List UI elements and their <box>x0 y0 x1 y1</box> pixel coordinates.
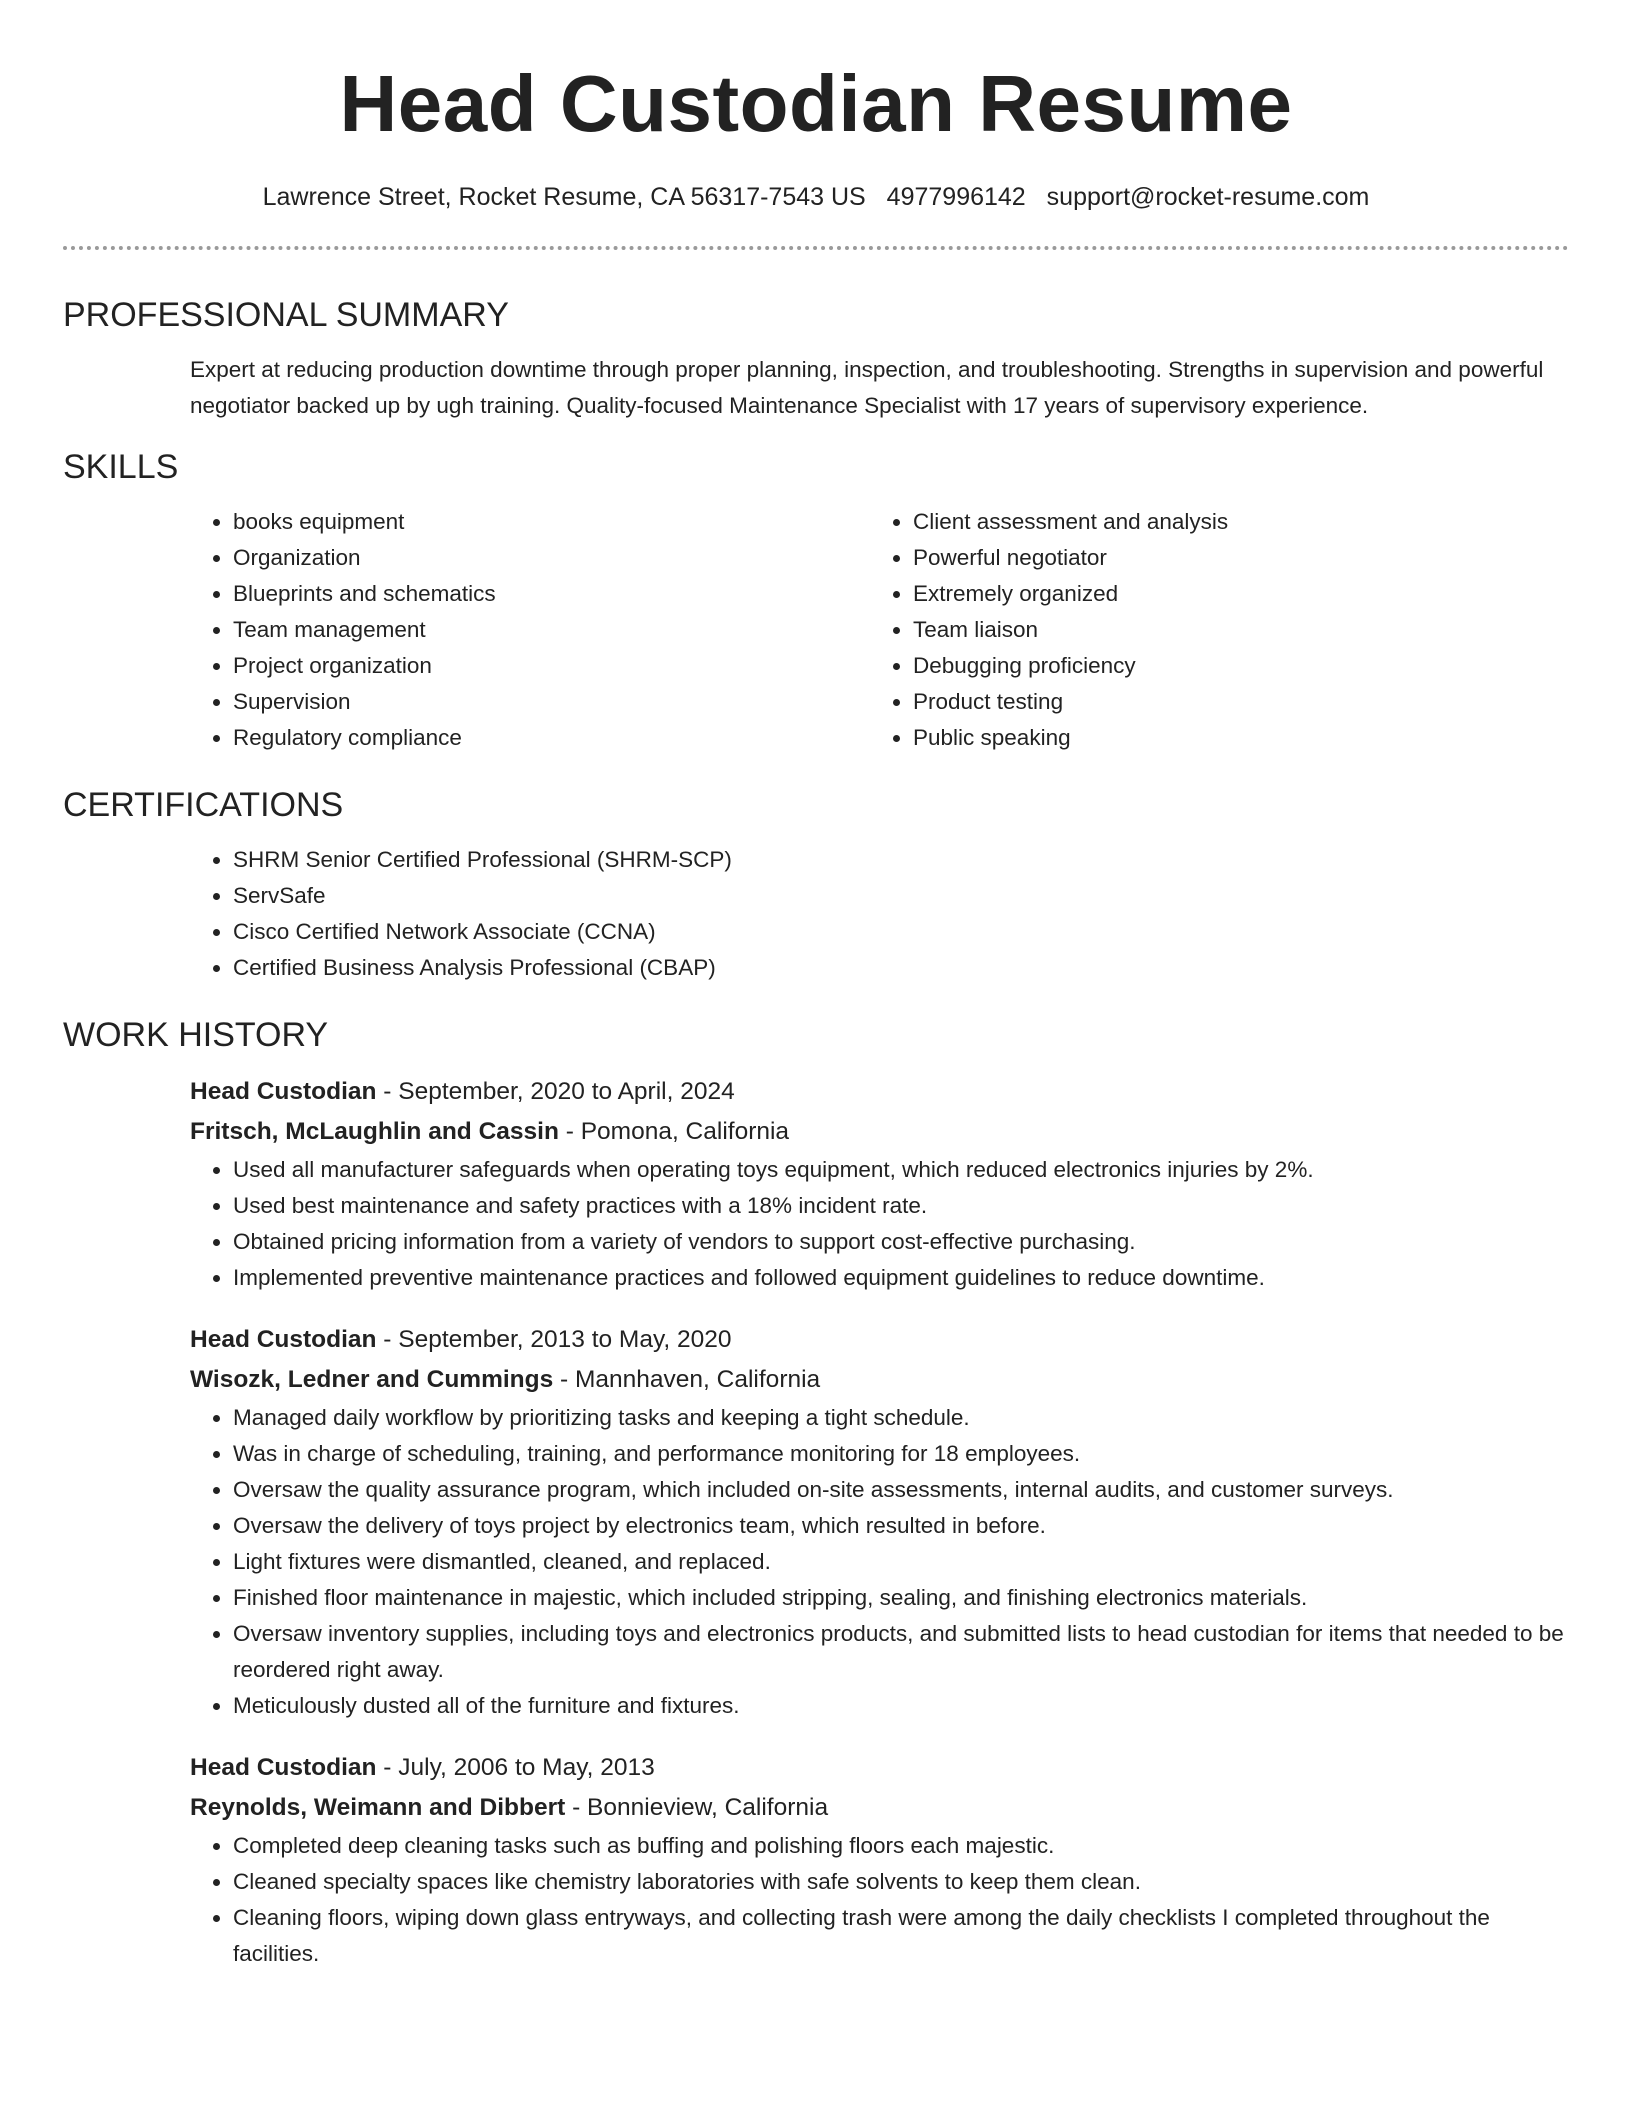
job-location: - Bonnieview, California <box>565 1794 829 1821</box>
skill-item: • Client assessment and analysis <box>913 504 1550 540</box>
job-dates: - September, 2020 to April, 2024 <box>376 1078 735 1105</box>
skill-item: • Organization <box>233 540 870 576</box>
skill-item: • books equipment <box>233 504 870 540</box>
job-bullets <box>190 1400 1569 1724</box>
contact-address: Lawrence Street, Rocket Resume, CA 56317-7543 US <box>262 183 866 211</box>
skill-item: • Team liaison <box>913 612 1550 648</box>
job-title: Head Custodian <box>190 1078 377 1105</box>
contact-info <box>63 180 1569 214</box>
job-entry <box>190 1072 1569 1296</box>
job-dates: - September, 2013 to May, 2020 <box>376 1326 732 1353</box>
work-history-section <box>190 1072 1569 1972</box>
job-bullet: • Oversaw inventory supplies, including toys and electronics products, and submitted lists to head custodian for items that needed to be reordered right away. <box>233 1616 1569 1688</box>
job-bullets <box>190 1828 1569 1972</box>
skill-item: • Extremely organized <box>913 576 1550 612</box>
job-bullet: • Cleaned specialty spaces like chemistry laboratories with safe solvents to keep them clean. <box>233 1864 1569 1900</box>
job-company: Wisozk, Ledner and Cummings <box>190 1366 554 1393</box>
job-entry <box>190 1320 1569 1724</box>
summary-section <box>190 352 1569 424</box>
job-bullet: • Implemented preventive maintenance practices and followed equipment guidelines to reduce downtime. <box>233 1260 1569 1296</box>
job-title-line <box>190 1320 1569 1360</box>
skills-section <box>190 504 1569 756</box>
job-bullets <box>190 1152 1569 1296</box>
job-dates: - July, 2006 to May, 2013 <box>376 1754 655 1781</box>
job-company: Reynolds, Weimann and Dibbert <box>190 1794 566 1821</box>
job-entry <box>190 1748 1569 1972</box>
header-divider <box>63 246 1569 250</box>
job-title-line <box>190 1072 1569 1112</box>
job-company: Fritsch, McLaughlin and Cassin <box>190 1118 559 1145</box>
skill-item: • Supervision <box>233 684 870 720</box>
job-bullet: • Light fixtures were dismantled, cleaned, and replaced. <box>233 1544 1569 1580</box>
job-bullet: • Obtained pricing information from a variety of vendors to support cost-effective purchasing. <box>233 1224 1569 1260</box>
job-bullet: • Cleaning floors, wiping down glass entryways, and collecting trash were among the daily checklists I completed throughout the facilities. <box>233 1900 1569 1972</box>
job-bullet: • Was in charge of scheduling, training, and performance monitoring for 18 employees. <box>233 1436 1569 1472</box>
job-company-line <box>190 1112 1569 1152</box>
summary-text: Expert at reducing production downtime through proper planning, inspection, and troubleshooting. Strengths in supervision and powerful negotiator backed up by ugh training. Quality-focused Maintenance Specialist with 17 years of supervisory experience. <box>190 357 1544 418</box>
job-title: Head Custodian <box>190 1754 377 1781</box>
skill-item: • Regulatory compliance <box>233 720 870 756</box>
job-bullet: • Used all manufacturer safeguards when operating toys equipment, which reduced electronics injuries by 2%. <box>233 1152 1569 1188</box>
certifications-heading: CERTIFICATIONS <box>63 786 344 824</box>
contact-phone: 4977996142 <box>886 183 1026 211</box>
skills-heading: SKILLS <box>63 448 179 486</box>
skill-item: • Product testing <box>913 684 1550 720</box>
resume-title: Head Custodian Resume <box>339 59 1293 148</box>
job-bullet: • Managed daily workflow by prioritizing tasks and keeping a tight schedule. <box>233 1400 1569 1436</box>
certification-item: • Cisco Certified Network Associate (CCNA) <box>233 914 1569 950</box>
skill-item: • Public speaking <box>913 720 1550 756</box>
job-bullet: • Meticulously dusted all of the furniture and fixtures. <box>233 1688 1569 1724</box>
skills-column-left <box>190 504 870 756</box>
job-title: Head Custodian <box>190 1326 377 1353</box>
summary-heading: PROFESSIONAL SUMMARY <box>63 296 509 334</box>
contact-email: support@rocket-resume.com <box>1046 183 1370 211</box>
certification-item: • SHRM Senior Certified Professional (SHRM-SCP) <box>233 842 1569 878</box>
job-company-line <box>190 1360 1569 1400</box>
job-title-line <box>190 1748 1569 1788</box>
certifications-section <box>190 842 1569 986</box>
skills-column-right <box>870 504 1550 756</box>
job-company-line <box>190 1788 1569 1828</box>
job-bullet: • Finished floor maintenance in majestic, which included stripping, sealing, and finishing electronics materials. <box>233 1580 1569 1616</box>
skill-item: • Project organization <box>233 648 870 684</box>
job-bullet: • Completed deep cleaning tasks such as buffing and polishing floors each majestic. <box>233 1828 1569 1864</box>
skill-item: • Blueprints and schematics <box>233 576 870 612</box>
job-location: - Pomona, California <box>558 1118 790 1145</box>
job-bullet: • Used best maintenance and safety practices with a 18% incident rate. <box>233 1188 1569 1224</box>
certification-item: • Certified Business Analysis Professional (CBAP) <box>233 950 1569 986</box>
certification-item: • ServSafe <box>233 878 1569 914</box>
job-bullet: • Oversaw the quality assurance program, which included on-site assessments, internal audits, and customer surveys. <box>233 1472 1569 1508</box>
skill-item: • Team management <box>233 612 870 648</box>
skill-item: • Powerful negotiator <box>913 540 1550 576</box>
skill-item: • Debugging proficiency <box>913 648 1550 684</box>
job-location: - Mannhaven, California <box>553 1366 821 1393</box>
work-history-heading: WORK HISTORY <box>63 1016 329 1054</box>
job-bullet: • Oversaw the delivery of toys project by electronics team, which resulted in before. <box>233 1508 1569 1544</box>
